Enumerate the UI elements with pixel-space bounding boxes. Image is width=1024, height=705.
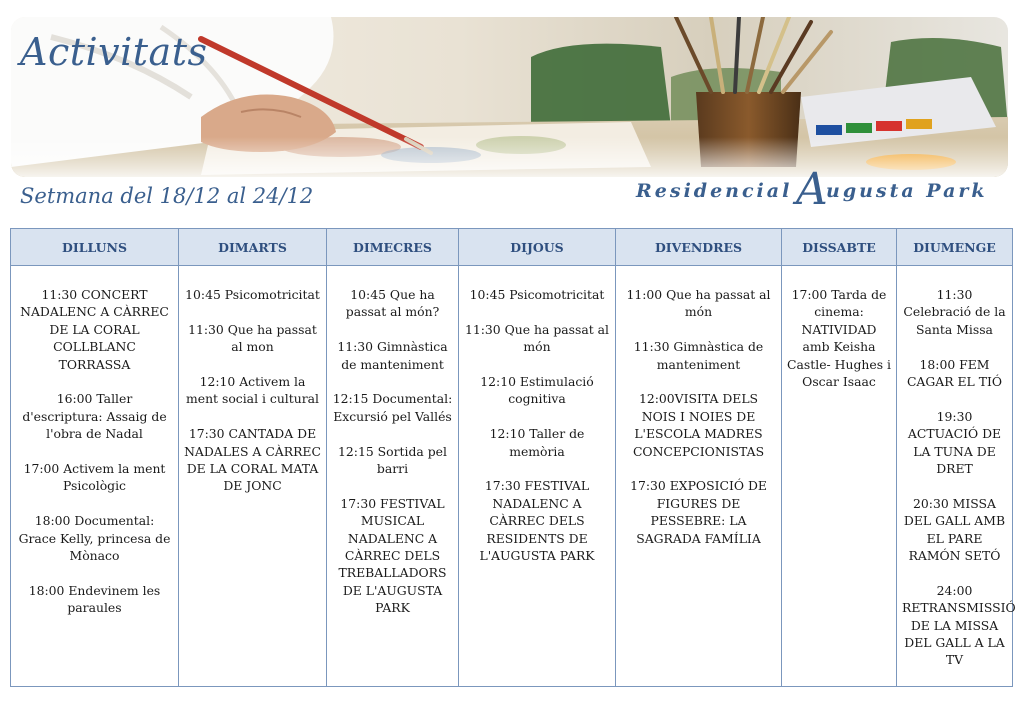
day-header: DIVENDRES bbox=[616, 229, 782, 266]
week-range: Setmana del 18/12 al 24/12 bbox=[20, 184, 314, 208]
day-header: DIMECRES bbox=[327, 229, 459, 266]
activity-entry: 16:00 Taller d'escriptura: Assaig de l'obra de Nadal bbox=[22, 391, 167, 442]
activity-entry: 18:00 FEM CAGAR EL TIÓ bbox=[906, 356, 1003, 390]
activity-entry: 11:30 Gimnàstica de manteniment bbox=[337, 339, 448, 372]
day-header: DIUMENGE bbox=[897, 229, 1013, 266]
activity-entry: 10:45 Que ha passat al món? bbox=[345, 287, 440, 320]
brand-residencial: Residencial bbox=[636, 180, 793, 202]
activity-entry: 12:15 Documental: Excursió pel Vallés bbox=[332, 391, 453, 424]
day-column-dimarts bbox=[179, 266, 327, 687]
activity-entry: 12:00VISITA DELS NOIS I NOIES DE L'ESCOLA MADRES CONCEPCIONISTAS bbox=[632, 391, 765, 459]
activity-entry: 11:30 Celebració de la Santa Missa bbox=[903, 287, 1006, 337]
day-header-row bbox=[11, 229, 1013, 266]
activity-entry: 17:30 FESTIVAL NADALENC A CÀRREC DELS RESIDENTS DE L'AUGUSTA PARK bbox=[479, 478, 595, 564]
activity-entry: 17:00 Activem la ment Psicològic bbox=[23, 461, 166, 494]
activity-entry: 11:30 Gimnàstica de manteniment bbox=[633, 339, 764, 372]
activity-entry: 11:30 Que ha passat al món bbox=[464, 321, 610, 355]
activity-entry: 19:30 ACTUACIÓ DE LA TUNA DE DRET bbox=[907, 408, 1002, 477]
day-column-divendres bbox=[616, 266, 782, 687]
activity-entry: 12:10 Taller de memòria bbox=[489, 426, 585, 459]
day-header: DIJOUS bbox=[459, 229, 616, 266]
activities-row bbox=[11, 266, 1013, 687]
day-header: DISSABTE bbox=[782, 229, 897, 266]
activity-entry: 12:15 Sortida pel barri bbox=[338, 443, 447, 477]
brand-logo bbox=[636, 164, 1016, 222]
activity-entry: 10:45 Psicomotricitat bbox=[469, 287, 605, 302]
activity-entry: 11:30 Que ha passat al mon bbox=[188, 321, 317, 355]
activity-entry: 20:30 MISSA DEL GALL AMB EL PARE RAMÓN SETÓ bbox=[903, 495, 1006, 564]
day-header: DILLUNS bbox=[11, 229, 179, 266]
weekly-schedule bbox=[10, 228, 1016, 687]
day-column-diumenge bbox=[897, 266, 1016, 687]
activity-entry: 10:45 Psicomotricitat bbox=[185, 287, 320, 302]
activity-entry: 11:30 CONCERT NADALENC A CÀRREC DE LA CORAL COLLBLANC TORRASSA bbox=[20, 287, 169, 372]
page-title: Activitats bbox=[20, 30, 208, 74]
activity-entry: 24:00 RETRANSMISSIÓ DE LA MISSA DEL GALL A LA TV bbox=[902, 582, 1016, 668]
activity-entry: 12:10 Estimulació cognitiva bbox=[480, 374, 594, 407]
activity-entry: 11:00 Que ha passat al món bbox=[626, 287, 771, 320]
activity-entry: 17:00 Tarda de cinema: NATIVIDAD amb Keisha Castle- Hughes i Oscar Isaac bbox=[787, 287, 891, 390]
activity-entry: 17:30 FESTIVAL MUSICAL NADALENC A CÀRREC DELS TREBALLADORS DE L'AUGUSTA PARK bbox=[338, 495, 447, 616]
day-column-dijous bbox=[459, 266, 616, 687]
day-header: DIMARTS bbox=[179, 229, 327, 266]
activity-entry: 18:00 Documental: Grace Kelly, princesa de Mònaco bbox=[18, 513, 171, 564]
day-column-dilluns bbox=[11, 266, 179, 687]
day-column-dissabte bbox=[782, 266, 897, 687]
activity-entry: 17:30 EXPOSICIÓ DE FIGURES DE PESSEBRE: LA SAGRADA FAMÍLIA bbox=[630, 478, 767, 546]
brand-initial: A bbox=[796, 164, 828, 215]
activity-entry: 12:10 Activem la ment social i cultural bbox=[185, 374, 319, 407]
activity-entry: 17:30 CANTADA DE NADALES A CÀRREC DE LA CORAL MATA DE JONC bbox=[184, 426, 321, 494]
day-column-dimecres bbox=[327, 266, 459, 687]
activity-entry: 18:00 Endevinem les paraules bbox=[28, 582, 161, 616]
brand-augusta-park: ugusta Park bbox=[826, 180, 988, 202]
